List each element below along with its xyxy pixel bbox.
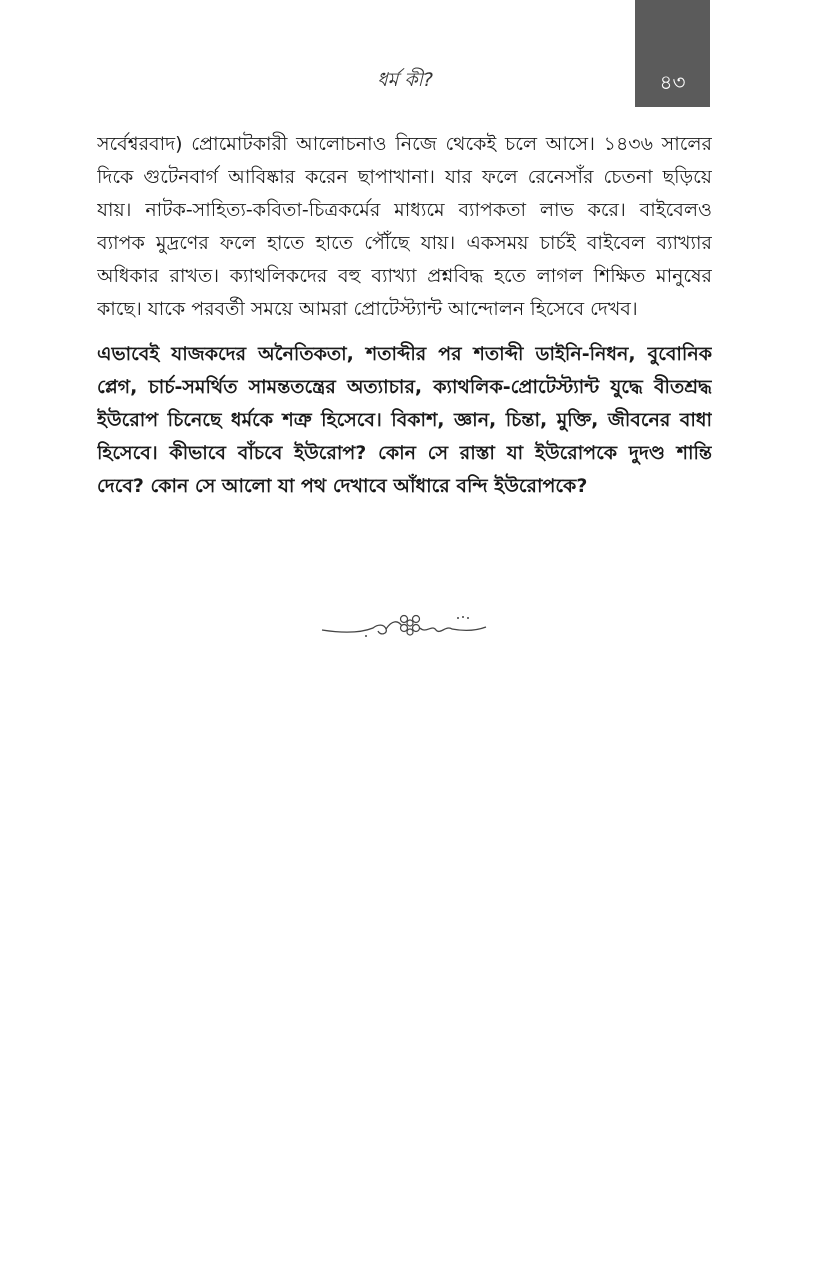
page-number-box [635, 0, 710, 107]
text-line: সর্বেশ্বরবাদ) প্রোমোটকারী আলোচনাও নিজে থেকেই চলে আসে। ১৪৩৬ সালের [97, 133, 712, 155]
text-line: প্লেগ, চার্চ-সমর্থিত সামন্ততন্ত্রের অত্যাচার, ক্যাথলিক-প্রোটেস্ট্যান্ট যুদ্ধে বীতশ্রদ্ধ [97, 376, 712, 398]
running-title: ধর্ম কী? [376, 69, 434, 91]
text-line: ইউরোপ চিনেছে ধর্মকে শত্রু হিসেবে। বিকাশ, জ্ঞান, চিন্তা, মুক্তি, জীবনের বাধা [97, 409, 712, 431]
text-line: হিসেবে। কীভাবে বাঁচবে ইউরোপ? কোন সে রাস্তা যা ইউরোপকে দুদণ্ড শান্তি [97, 442, 712, 464]
bold-paragraph [97, 338, 712, 503]
text-line: এভাবেই যাজকদের অনৈতিকতা, শতাব্দীর পর শতাব্দী ডাইনি-নিধন, বুবোনিক [97, 343, 712, 365]
text-line: ব্যাপক মুদ্রণের ফলে হাতে হাতে পৌঁছে যায়। একসময় চার্চই বাইবেল ব্যাখ্যার [97, 232, 712, 254]
text-line: যায়। নাটক-সাহিত্য-কবিতা-চিত্রকর্মের মাধ্যমে ব্যাপকতা লাভ করে। বাইবেলও [97, 199, 712, 221]
text-line: কাছে। যাকে পরবর্তী সময়ে আমরা প্রোটেস্ট্যান্ট আন্দোলন হিসেবে দেখব। [97, 298, 638, 320]
text-line: দিকে গুটেনবার্গ আবিষ্কার করেন ছাপাখানা। যার ফলে রেনেসাঁর চেতনা ছড়িয়ে [97, 166, 712, 188]
body-paragraph [97, 128, 712, 326]
text-line: দেবে? কোন সে আলো যা পথ দেখাবে আঁধারে বন্দি ইউরোপকে? [97, 475, 588, 497]
text-line: অধিকার রাখত। ক্যাথলিকদের বহু ব্যাখ্যা প্রশ্নবিদ্ধ হতে লাগল শিক্ষিত মানুষের [97, 265, 712, 287]
ornament-divider-icon [318, 610, 490, 644]
page-number: ৪৩ [659, 70, 686, 94]
